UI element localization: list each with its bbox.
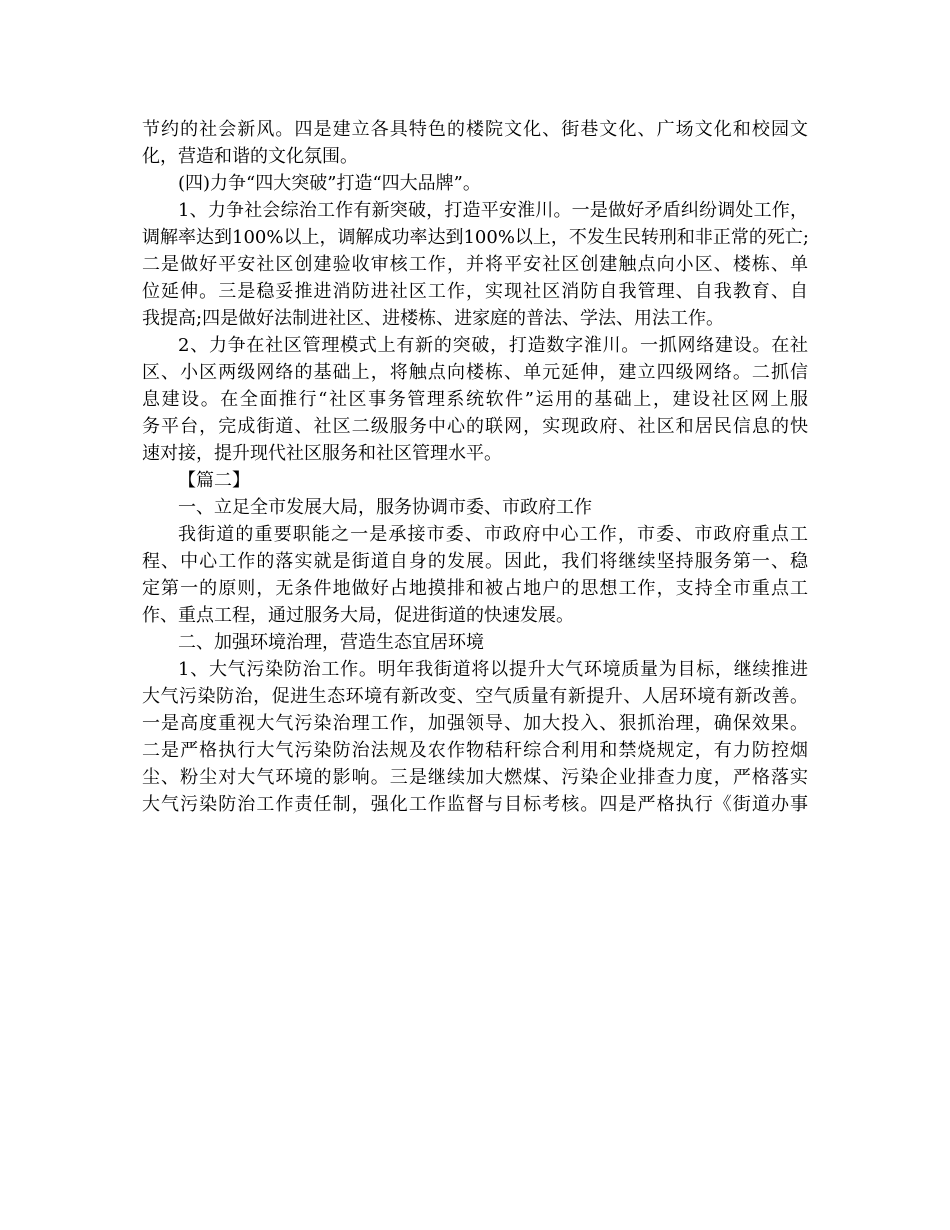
text-line: 大气污染防治工作责任制，强化工作监督与目标考核。四是严格执行《街道办事 — [142, 794, 808, 815]
section-heading: 一、立足全市发展大局，服务协调市委、市政府工作 — [178, 497, 592, 518]
text-line: 务平台，完成街道、社区二级服务中心的联网，实现政府、社区和居民信息的快 — [142, 416, 808, 437]
text-line: 尘、粉尘对大气环境的影响。三是继续加大燃煤、污染企业排查力度，严格落实 — [142, 767, 808, 788]
article-heading: 【篇二】 — [178, 470, 250, 491]
text-line: 我街道的重要职能之一是承接市委、市政府中心工作，市委、市政府重点工 — [178, 524, 808, 545]
section-heading: (四)力争“四大突破”打造“四大品牌”。 — [178, 173, 481, 194]
text-line: 定第一的原则，无条件地做好占地摸排和被占地户的思想工作，支持全市重点工 — [142, 578, 808, 599]
text-line: 速对接，提升现代社区服务和社区管理水平。 — [142, 443, 502, 464]
text-line: 1、力争社会综治工作有新突破，打造平安淮川。一是做好矛盾纠纷调处工作， — [178, 200, 808, 221]
text-line: 一是高度重视大气污染治理工作，加强领导、加大投入、狠抓治理，确保效果。 — [142, 713, 808, 734]
text-line: 化，营造和谐的文化氛围。 — [142, 146, 358, 167]
text-line: 1、大气污染防治工作。明年我街道将以提升大气环境质量为目标，继续推进 — [178, 659, 808, 680]
text-line: 程、中心工作的落实就是街道自身的发展。因此，我们将继续坚持服务第一、稳 — [142, 551, 808, 572]
text-line: 调解率达到100%以上，调解成功率达到100%以上，不发生民转刑和非正常的死亡; — [142, 227, 809, 248]
text-line: 区、小区两级网络的基础上，将触点向楼栋、单元延伸，建立四级网络。二抓信 — [142, 362, 808, 383]
text-line: 作、重点工程，通过服务大局，促进街道的快速发展。 — [142, 605, 574, 626]
text-line: 大气污染防治，促进生态环境有新改变、空气质量有新提升、人居环境有新改善。 — [142, 686, 808, 707]
text-line: 二是严格执行大气污染防治法规及农作物秸秆综合利用和禁烧规定，有力防控烟 — [142, 740, 808, 761]
text-line: 位延伸。三是稳妥推进消防进社区工作，实现社区消防自我管理、自我教育、自 — [142, 281, 808, 302]
section-heading: 二、加强环境治理，营造生态宜居环境 — [178, 632, 484, 653]
document-body — [142, 116, 808, 818]
text-line: 我提高;四是做好法制进社区、进楼栋、进家庭的普法、学法、用法工作。 — [142, 308, 725, 329]
text-line: 2、力争在社区管理模式上有新的突破，打造数字淮川。一抓网络建设。在社 — [178, 335, 808, 356]
text-line: 息建设。在全面推行“社区事务管理系统软件”运用的基础上，建设社区网上服 — [142, 389, 808, 410]
text-line: 节约的社会新风。四是建立各具特色的楼院文化、街巷文化、广场文化和校园文 — [142, 119, 808, 140]
text-line: 二是做好平安社区创建验收审核工作，并将平安社区创建触点向小区、楼栋、单 — [142, 254, 808, 275]
